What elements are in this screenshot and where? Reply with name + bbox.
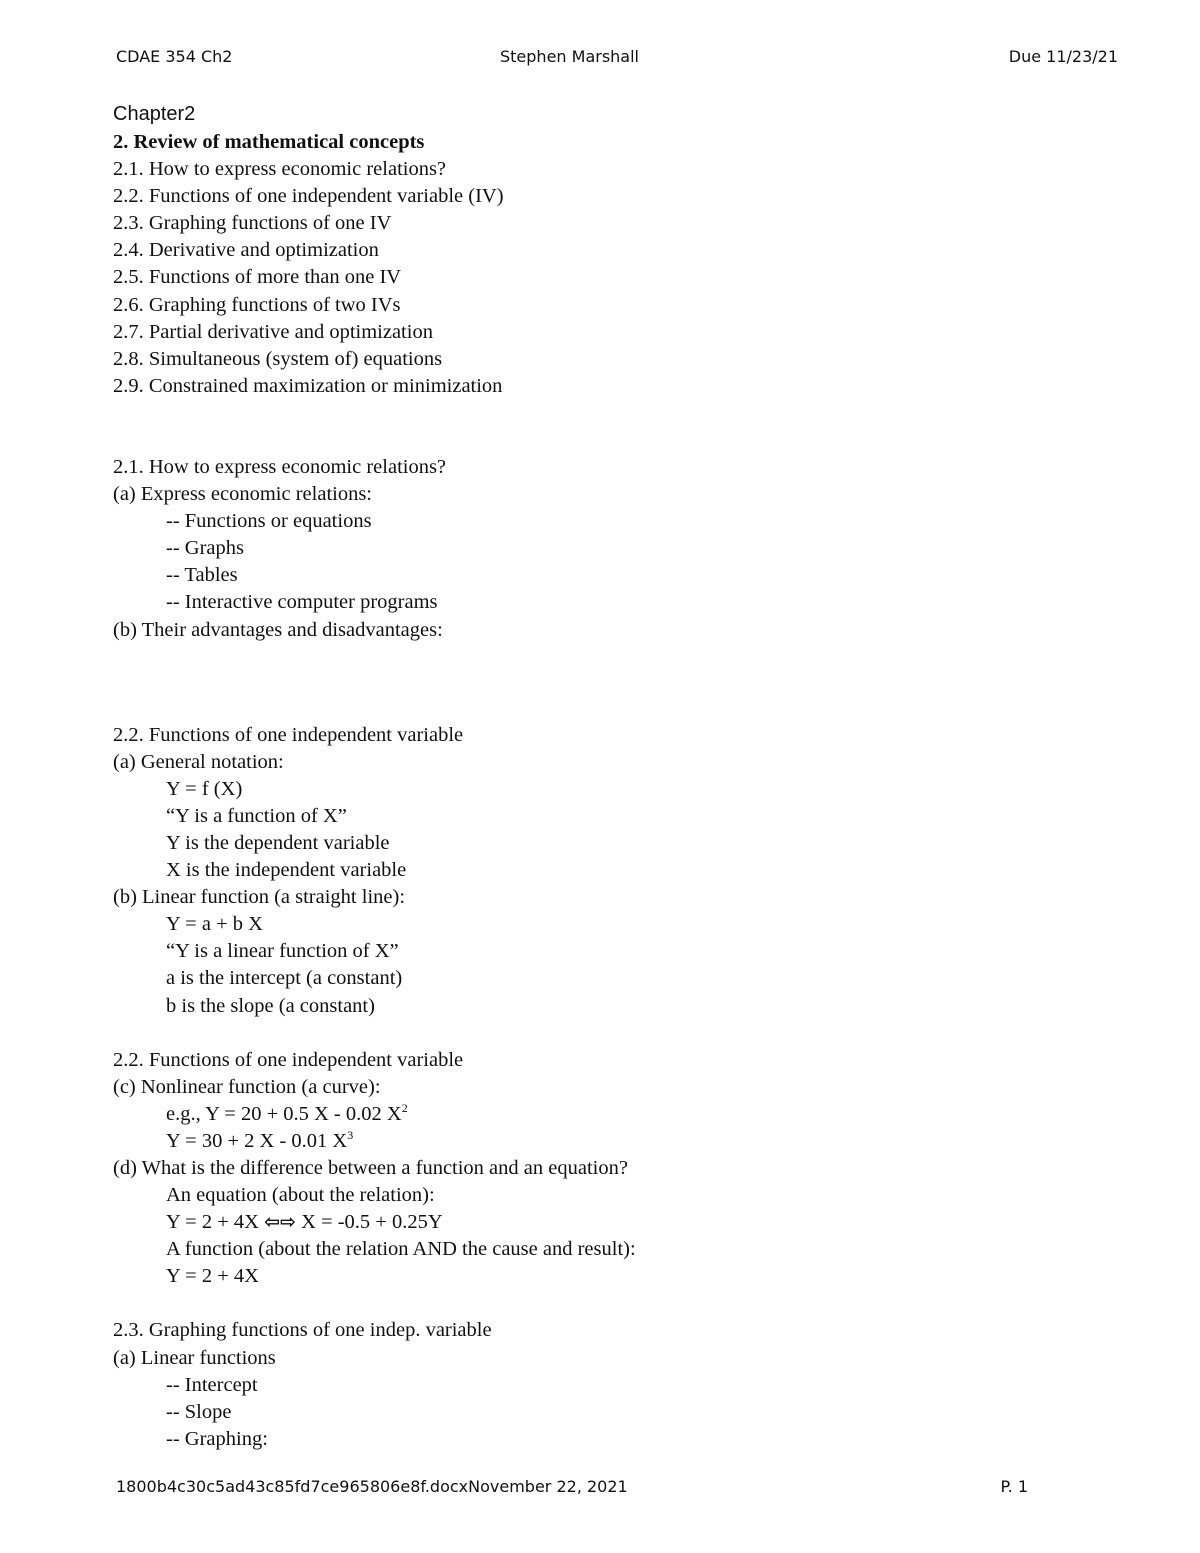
list-item: -- Functions or equations: [166, 510, 372, 533]
list-item: An equation (about the relation):: [166, 1184, 435, 1207]
footer-page-number: P. 1: [1000, 1477, 1028, 1496]
header-author: Stephen Marshall: [500, 47, 639, 66]
document-body: [113, 98, 1113, 1453]
header-course: CDAE 354 Ch2: [116, 47, 233, 66]
toc-item: 2.2. Functions of one independent variable (IV): [113, 185, 504, 208]
list-item: X is the independent variable: [166, 859, 407, 882]
section-2-1: [113, 454, 1113, 644]
subsection-a: (a) Linear functions: [113, 1346, 276, 1369]
page-header: [0, 47, 1200, 69]
list-item: -- Graphs: [166, 537, 244, 560]
section-2-2-part-1: [113, 722, 1113, 1020]
equation: Y = 2 + 4X: [166, 1265, 259, 1288]
section-title: 2.3. Graphing functions of one indep. variable: [113, 1319, 492, 1342]
list-item: -- Intercept: [166, 1373, 258, 1396]
equation: Y = 30 + 2 X - 0.01 $X^3$: [166, 1127, 354, 1152]
list-item: “Y is a linear function of X”: [166, 940, 399, 963]
subsection-b: (b) Their advantages and disadvantages:: [113, 618, 443, 641]
list-item: a is the intercept (a constant): [166, 967, 403, 990]
section-2-2-part-2: [113, 1047, 1113, 1291]
list-item: Y = f (X): [166, 777, 243, 800]
toc-item: 2.7. Partial derivative and optimization: [113, 320, 433, 343]
subsection-a: (a) General notation:: [113, 750, 284, 773]
list-item: -- Interactive computer programs: [166, 591, 438, 614]
list-item: -- Tables: [166, 564, 238, 587]
table-of-contents: [113, 156, 1113, 400]
list-item: -- Slope: [166, 1400, 232, 1423]
section-title: 2.1. How to express economic relations?: [113, 455, 447, 478]
toc-item: 2.1. How to express economic relations?: [113, 158, 447, 181]
double-arrow-icon: ⇦⇨: [264, 1211, 296, 1234]
toc-item: 2.6. Graphing functions of two IVs: [113, 293, 401, 316]
page-footer: [0, 1477, 1200, 1499]
toc-item: 2.8. Simultaneous (system of) equations: [113, 347, 443, 370]
equation: e.g., Y = 20 + 0.5 X - 0.02 $X^2$: [166, 1100, 408, 1125]
section-title: 2.2. Functions of one independent variable: [113, 723, 464, 746]
subsection-a: (a) Express economic relations:: [113, 483, 373, 506]
list-item: Y = a + b X: [166, 913, 263, 936]
header-due-date: Due 11/23/21: [1008, 47, 1118, 66]
list-item: b is the slope (a constant): [166, 994, 375, 1017]
toc-item: 2.9. Constrained maximization or minimization: [113, 374, 503, 397]
chapter-title: Chapter2: [113, 103, 196, 125]
footer-filename-date: 1800b4c30c5ad43c85fd7ce965806e8f.docxNovember 22, 2021: [116, 1477, 628, 1496]
toc-item: 2.4. Derivative and optimization: [113, 239, 379, 262]
equation: Y = 2 + 4X ⇦⇨ X = -0.5 + 0.25Y: [166, 1211, 443, 1234]
section-title: 2.2. Functions of one independent variable: [113, 1048, 464, 1071]
list-item: Y is the dependent variable: [166, 831, 390, 854]
list-item: -- Graphing:: [166, 1427, 268, 1450]
chapter-heading: 2. Review of mathematical concepts: [113, 131, 425, 153]
toc-item: 2.5. Functions of more than one IV: [113, 266, 402, 289]
subsection-b: (b) Linear function (a straight line):: [113, 886, 406, 909]
subsection-c: (c) Nonlinear function (a curve):: [113, 1075, 381, 1098]
list-item: “Y is a function of X”: [166, 804, 347, 827]
toc-item: 2.3. Graphing functions of one IV: [113, 212, 392, 235]
subsection-d: (d) What is the difference between a function and an equation?: [113, 1157, 628, 1179]
section-2-3: [113, 1317, 1113, 1452]
list-item: A function (about the relation AND the cause and result):: [166, 1238, 636, 1261]
